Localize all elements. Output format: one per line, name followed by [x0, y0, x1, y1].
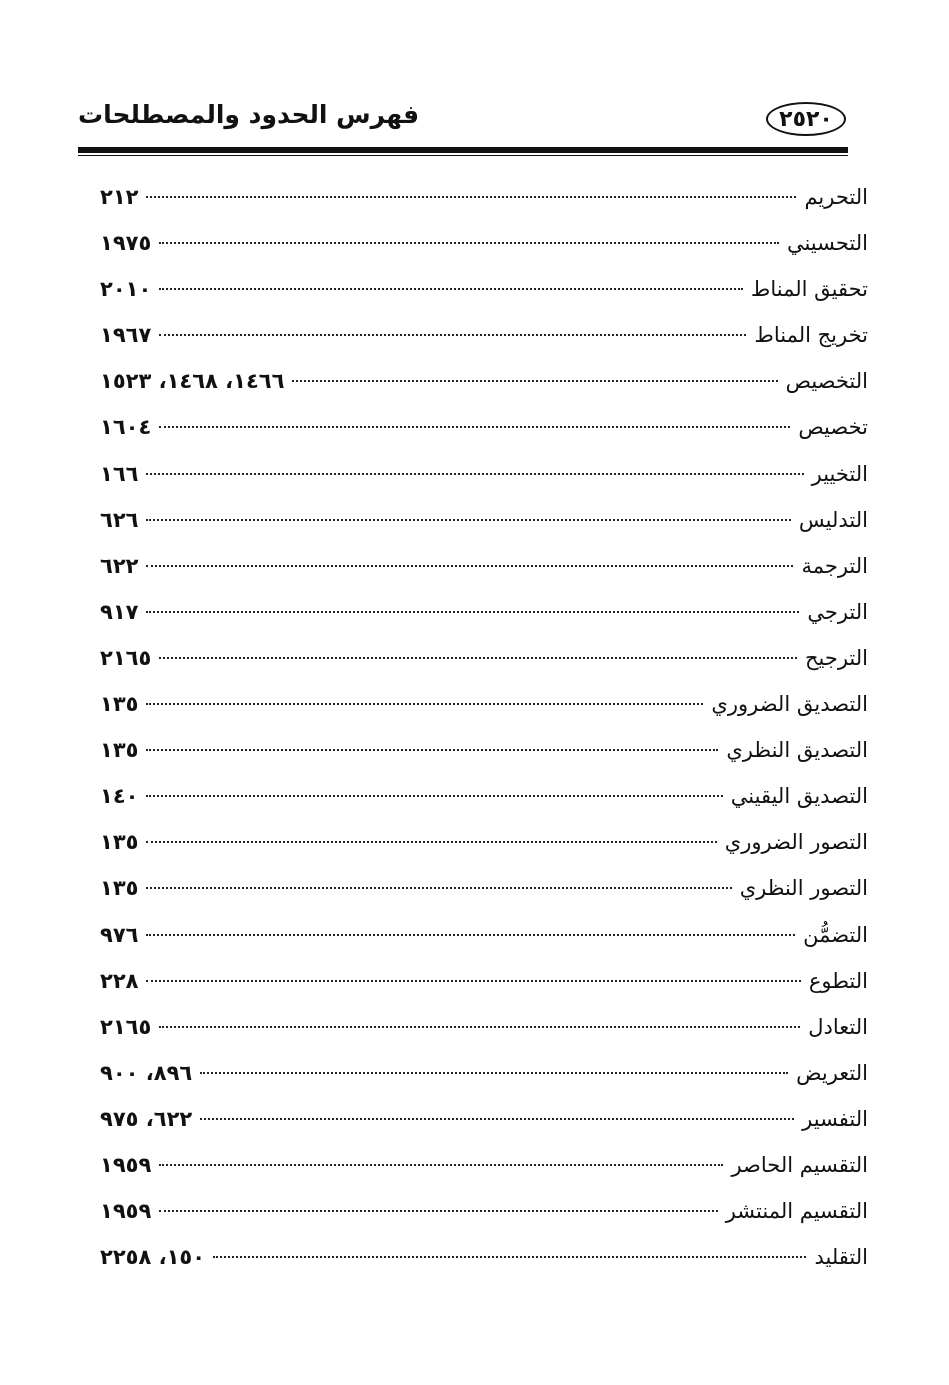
dot-leader [146, 565, 793, 567]
header-rule-thick [78, 147, 848, 153]
index-page-refs: ١٣٥ [100, 738, 139, 763]
index-entry [100, 958, 868, 1004]
index-term: تحقيق المناط [750, 277, 868, 302]
index-page-refs: ٢٢٨ [100, 968, 139, 993]
index-page-refs: ١٦٦ [100, 461, 139, 486]
index-page-refs: ٨٩٦، ٩٠٠ [100, 1060, 193, 1085]
index-page-refs: ١٩٧٥ [100, 231, 152, 256]
index-page-refs: ٢٠١٠ [100, 277, 152, 302]
index-term: التحريم [804, 185, 868, 209]
index-entry [100, 681, 868, 727]
index-entry [100, 1234, 868, 1280]
index-term: التدليس [798, 507, 868, 532]
index-term: الترجيح [804, 645, 868, 670]
dot-leader [159, 242, 779, 244]
index-page-refs: ٢١٢ [100, 185, 139, 209]
index-entry [100, 266, 868, 312]
index-page-refs: ١٩٥٩ [100, 1152, 152, 1177]
index-entry [100, 174, 868, 220]
index-page-refs: ٢١٦٥ [100, 645, 152, 670]
page-number-badge [766, 102, 846, 136]
dot-leader [146, 934, 795, 936]
dot-leader [146, 519, 790, 521]
index-term: الترجمة [801, 553, 868, 578]
index-page-refs: ١٩٥٩ [100, 1199, 152, 1224]
index-term: التقليد [814, 1245, 868, 1270]
index-term: التصور الضروري [724, 830, 868, 855]
index-entry [100, 912, 868, 958]
dot-leader [292, 380, 777, 382]
index-page-refs: ٩١٧ [100, 599, 139, 624]
index-term: تخصيص [798, 415, 868, 440]
index-entry [100, 1142, 868, 1188]
index-entry [100, 1050, 868, 1096]
dot-leader [146, 703, 703, 705]
index-term: التصديق النظري [726, 738, 868, 763]
dot-leader [146, 980, 800, 982]
index-term: التضمُّن [803, 922, 868, 947]
dot-leader [146, 887, 731, 889]
index-entry [100, 635, 868, 681]
dot-leader [146, 473, 803, 475]
index-term: التخصيص [785, 369, 868, 394]
index-term: التحسيني [786, 231, 868, 256]
dot-leader [213, 1256, 806, 1258]
index-term: التصور النظري [739, 876, 868, 901]
index-entry [100, 1096, 868, 1142]
index-entry [100, 404, 868, 450]
index-page-refs: ٦٢٦ [100, 507, 139, 532]
index-term: التخيير [811, 461, 868, 486]
index-page-refs: ٦٢٢ [100, 553, 139, 578]
index-term: التفسير [802, 1106, 868, 1131]
dot-leader [200, 1118, 794, 1120]
page-number: ٢٥٢٠ [779, 106, 833, 132]
index-term: التعادل [808, 1014, 868, 1039]
page-title: فهرس الحدود والمصطلحات [78, 100, 420, 129]
index-entry [100, 865, 868, 911]
index-term: التقسيم الحاصر [731, 1152, 868, 1177]
dot-leader [159, 426, 790, 428]
index-entry [100, 1188, 868, 1234]
index-page-refs: ١٤٠ [100, 784, 139, 809]
dot-leader [159, 334, 746, 336]
index-page-refs: ١٦٠٤ [100, 415, 152, 440]
dot-leader [159, 1210, 717, 1212]
index-entry [100, 727, 868, 773]
index-entry [100, 451, 868, 497]
index-entry [100, 220, 868, 266]
index-page-refs: ١٥٠، ٢٢٥٨ [100, 1245, 206, 1270]
dot-leader [159, 657, 797, 659]
dot-leader [159, 1164, 723, 1166]
dot-leader [146, 611, 799, 613]
index-term: التقسيم المنتشر [725, 1199, 868, 1224]
index-entry [100, 589, 868, 635]
dot-leader [146, 749, 718, 751]
index-page-refs: ١٣٥ [100, 830, 139, 855]
index-page-refs: ١٤٦٦، ١٤٦٨، ١٥٢٣ [100, 369, 285, 394]
index-term: التعريض [796, 1060, 868, 1085]
dot-leader [146, 196, 796, 198]
index-entry [100, 543, 868, 589]
index-page-refs: ١٣٥ [100, 692, 139, 717]
index-page-refs: ١٩٦٧ [100, 323, 152, 348]
index-term: التطوع [808, 968, 868, 993]
index-entry [100, 773, 868, 819]
index-term: التصديق الضروري [711, 692, 868, 717]
index-term: تخريج المناط [754, 323, 868, 348]
index-entry [100, 497, 868, 543]
index-term: الترجي [807, 599, 868, 624]
dot-leader [159, 288, 743, 290]
index-page-refs: ٢١٦٥ [100, 1014, 152, 1039]
index-page-refs: ٦٢٢، ٩٧٥ [100, 1106, 193, 1131]
index-page-refs: ١٣٥ [100, 876, 139, 901]
dot-leader [146, 795, 722, 797]
index-page-refs: ٩٧٦ [100, 922, 139, 947]
index-entry [100, 312, 868, 358]
index-entry [100, 1004, 868, 1050]
header-rule-thin [78, 155, 848, 156]
index-entry [100, 358, 868, 404]
index-list [100, 174, 868, 1280]
dot-leader [146, 841, 716, 843]
index-entry [100, 819, 868, 865]
page-header [78, 96, 848, 144]
dot-leader [159, 1026, 800, 1028]
index-term: التصديق اليقيني [730, 784, 868, 809]
dot-leader [200, 1072, 788, 1074]
